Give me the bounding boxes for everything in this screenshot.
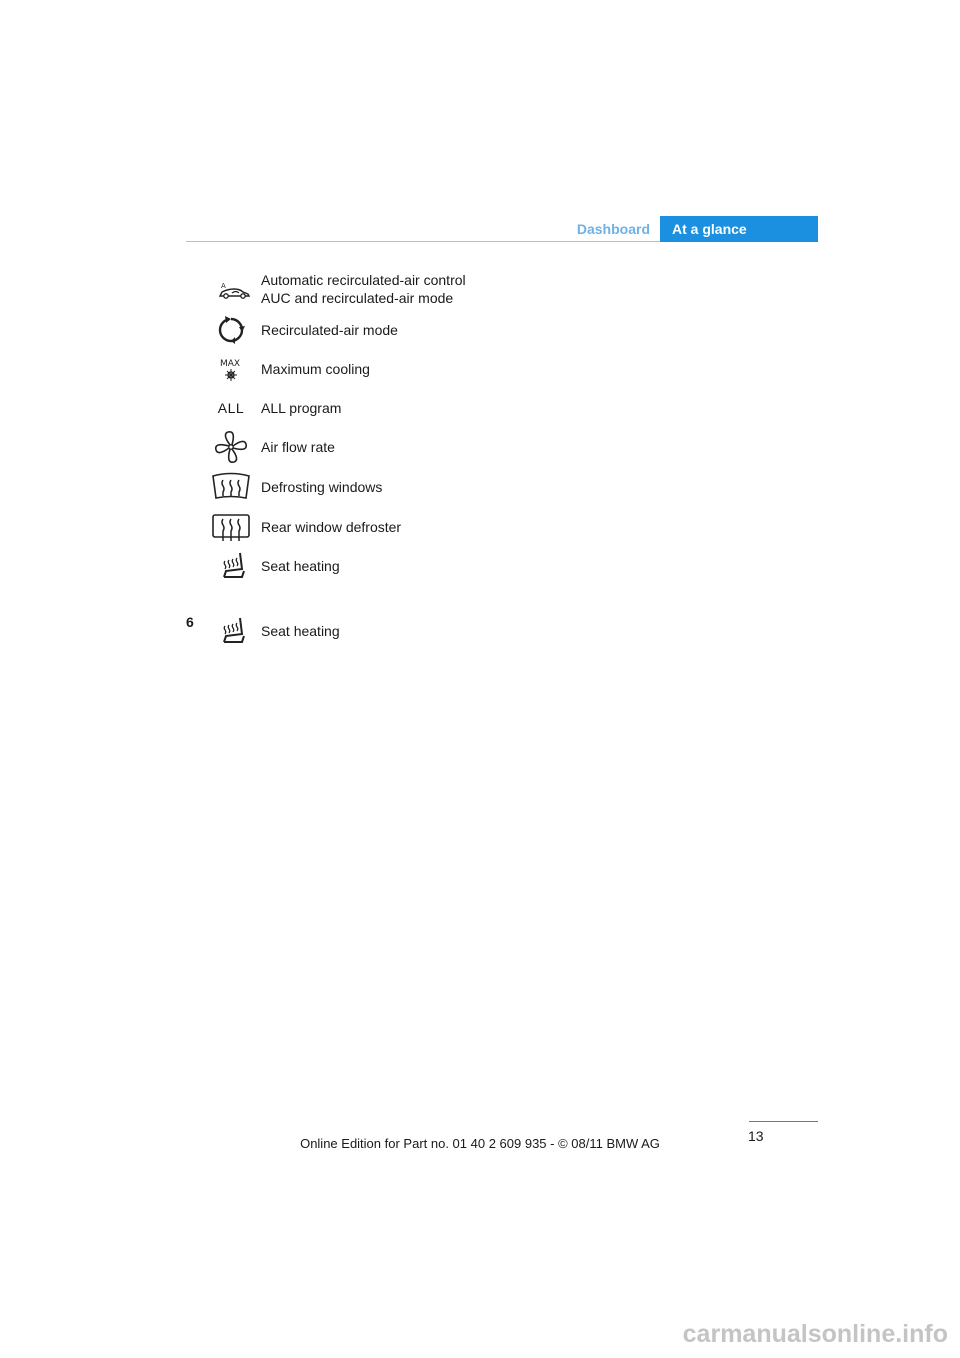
item-label: ALL program [261,400,342,416]
list-item-all-program [200,388,800,428]
item-label: Seat heating [261,623,340,639]
fan-icon [208,430,254,464]
item-label: Recirculated-air mode [261,322,398,338]
list-item-recirculation [200,310,800,350]
header-section-title: Dashboard [576,221,650,237]
watermark: carmanualsonline.info [682,1320,948,1348]
seat-heating-icon [208,614,254,648]
page-number: 13 [748,1128,764,1144]
section-number: 6 [186,614,194,630]
item-label: Automatic recirculated-air control AUC and recirculated-air mode [261,272,466,306]
item-label: Defrosting windows [261,479,383,495]
list-item-rear-defrost [200,507,800,547]
header-chapter-title: At a glance [660,216,818,242]
svg-text:A: A [221,282,226,290]
svg-text:MAX: MAX [220,359,241,369]
list-item-air-flow [200,427,800,467]
footer-rule [749,1121,818,1122]
all-program-icon: ALL [217,400,245,416]
list-item-max-cooling [200,349,800,389]
edition-note: Online Edition for Part no. 01 40 2 609 935 - © 08/11 BMW AG [300,1136,660,1151]
item-label: Maximum cooling [261,361,370,377]
recirculation-icon [208,313,254,347]
list-item-auc [200,269,800,309]
item-label: Air flow rate [261,439,335,455]
item-label: Seat heating [261,558,340,574]
list-item-seat-heating [200,546,800,586]
seat-heating-icon [208,549,254,583]
item-label: Rear window defroster [261,519,402,535]
list-item-defrost-windows [200,467,800,507]
windshield-defrost-icon [208,470,254,504]
rear-defrost-icon [208,510,254,544]
auc-car-icon [208,272,254,306]
max-cooling-icon [208,352,254,386]
list-item-seat-heating-section6 [200,611,800,651]
